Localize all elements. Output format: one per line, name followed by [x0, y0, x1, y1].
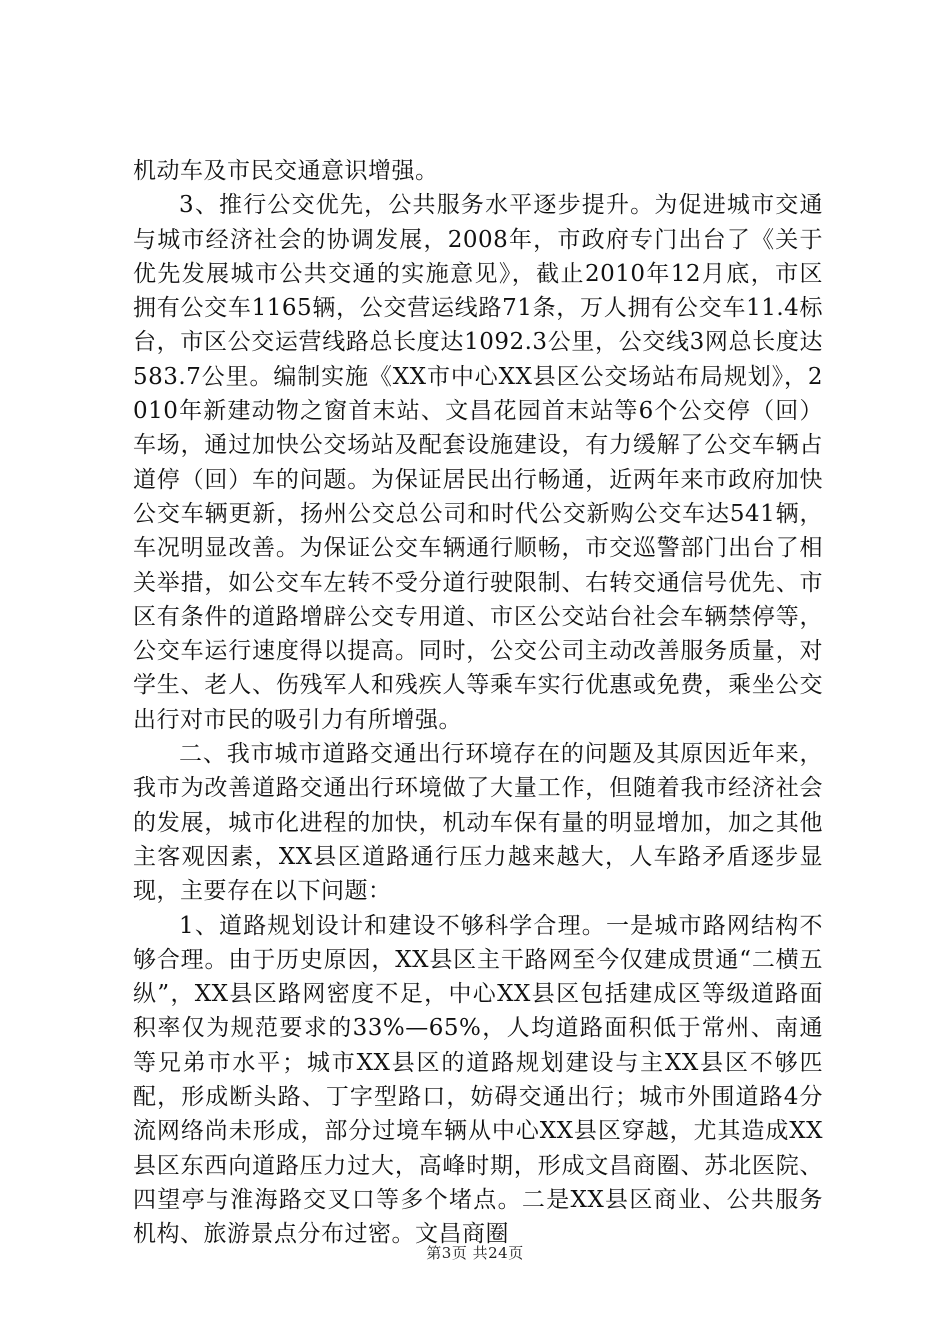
document-body — [133, 154, 823, 1252]
paragraph-section-two: 二、我市城市道路交通出行环境存在的问题及其原因近年来，我市为改善道路交通出行环境做了大量工作，但随着我市经济社会的发展，城市化进程的加快，机动车保有量的明显增加，加之其他主客观因素，XX县区道路通行压力越来越大，人车路矛盾逐步显现，主要存在以下问题： — [133, 741, 823, 905]
paragraph-public-transit: 3、推行公交优先，公共服务水平逐步提升。为促进城市交通与城市经济社会的协调发展，2008年，市政府专门出台了《关于优先发展城市公共交通的实施意见》，截止2010年12月底，市区拥有公交车1165辆，公交营运线路71条，万人拥有公交车11.4标台，市区公交运营线路总长度达1092.3公里，公交线3网总长度达583.7公里。编制实施《XX市中心XX县区公交场站布局规划》，2010年新建动物之窗首末站、文昌花园首末站等6个公交停（回）车场，通过加快公交场站及配套设施建设，有力缓解了公交车辆占道停（回）车的问题。为保证居民出行畅通，近两年来市政府加快公交车辆更新，扬州公交总公司和时代公交新购公交车达541辆，车况明显改善。为保证公交车辆通行顺畅，市交巡警部门出台了相关举措，如公交车左转不受分道行驶限制、右转交通信号优先、市区有条件的道路增辟公交专用道、市区公交站台社会车辆禁停等，公交车运行速度得以提高。同时，公交公司主动改善服务质量，对学生、老人、伤残军人和残疾人等乘车实行优惠或免费，乘坐公交出行对市民的吸引力有所增强。 — [133, 192, 823, 733]
paragraph-continuation: 机动车及市民交通意识增强。 — [133, 158, 439, 184]
paragraph-road-planning: 1、道路规划设计和建设不够科学合理。一是城市路网结构不够合理。由于历史原因，XX县区主干路网至今仅建成贯通“二横五纵”，XX县区路网密度不足，中心XX县区包括建成区等级道路面积率仅为规范要求的33%—65%，人均道路面积低于常州、南通等兄弟市水平；城市XX县区的道路规划建设与主XX县区不够匹配，形成断头路、丁字型路口，妨碍交通出行；城市外围道路4分流网络尚未形成，部分过境车辆从中心XX县区穿越，尤其造成XX县区东西向道路压力过大，高峰时期，形成文昌商圈、苏北医院、四望亭与淮海路交叉口等多个堵点。二是XX县区商业、公共服务机构、旅游景点分布过密。文昌商圈 — [133, 912, 823, 1248]
page-number-footer: 第3页 共24页 — [426, 1244, 524, 1262]
